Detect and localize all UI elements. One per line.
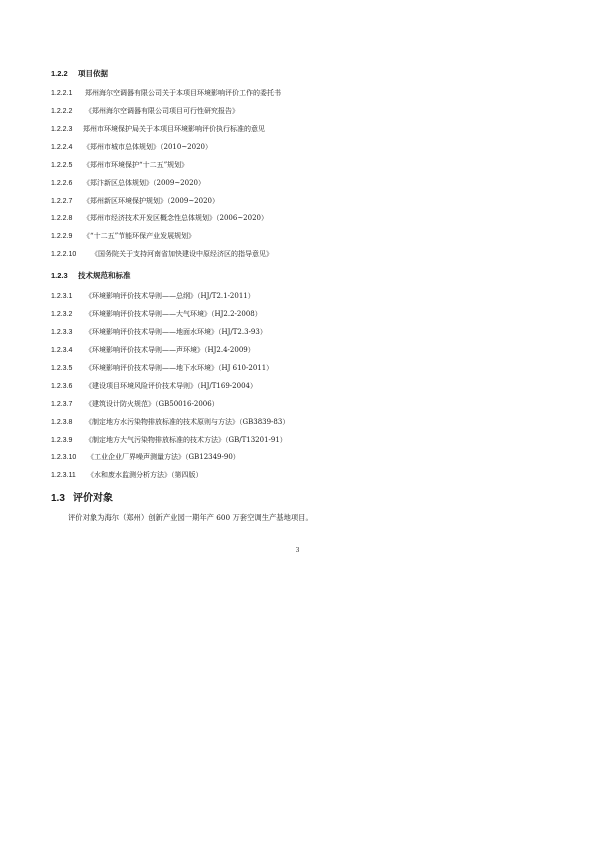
item-number: 1.2.3.6 <box>51 383 73 390</box>
list-item <box>51 452 240 463</box>
item-number: 1.2.2.10 <box>51 251 77 258</box>
item-text: 《制定地方大气污染物排放标准的技术方法》（GB/T13201-91） <box>85 436 287 444</box>
item-number: 1.2.3.3 <box>51 329 73 336</box>
section-number: 1.2.2 <box>51 69 68 78</box>
item-text: 《郑汴新区总体规划》（2009~2020） <box>83 179 205 187</box>
section-heading-1-2-2 <box>51 68 108 79</box>
item-text: 《建筑设计防火规范》（GB50016-2006） <box>85 400 219 408</box>
section-title: 项目依据 <box>78 69 108 78</box>
item-number: 1.2.3.10 <box>51 454 77 461</box>
list-item <box>51 417 289 428</box>
section-heading-1-3 <box>51 489 113 504</box>
item-number: 1.2.2.6 <box>51 180 73 187</box>
list-item <box>51 399 219 410</box>
list-item <box>51 381 257 392</box>
item-text: 《郑州市环境保护“十二五”规划》 <box>83 161 189 169</box>
item-number: 1.2.3.11 <box>51 472 76 479</box>
list-item <box>51 196 219 207</box>
list-item <box>51 124 265 135</box>
list-item <box>51 363 273 374</box>
item-text: 《郑州市城市总体规划》（2010~2020） <box>83 143 212 151</box>
list-item <box>51 249 273 260</box>
item-number: 1.2.2.5 <box>51 162 73 169</box>
list-item <box>51 106 239 117</box>
item-number: 1.2.3.2 <box>51 311 73 318</box>
list-item <box>51 88 281 99</box>
item-text: 郑州市环境保护局关于本项目环境影响评价执行标准的意见 <box>83 125 265 133</box>
item-number: 1.2.3.5 <box>51 365 73 372</box>
item-number: 1.2.3.1 <box>51 293 73 300</box>
item-text: 《环境影响评价技术导则——总纲》（HJ/T2.1-2011） <box>85 292 255 300</box>
page-number: 3 <box>295 546 300 554</box>
section-title: 评价对象 <box>73 493 113 504</box>
body-paragraph: 评价对象为海尔（郑州）创新产业园一期年产 600 万套空调生产基地项目。 <box>68 513 313 522</box>
item-text: 《环境影响评价技术导则——大气环境》（HJ2.2-2008） <box>85 310 262 318</box>
item-number: 1.2.2.8 <box>51 215 73 222</box>
list-item <box>51 327 267 338</box>
list-item <box>51 345 255 356</box>
item-text: 《郑州海尔空调器有限公司项目可行性研究报告》 <box>85 107 239 115</box>
list-item <box>51 142 212 153</box>
list-item <box>51 435 287 446</box>
section-heading-1-2-3 <box>51 270 131 281</box>
item-number: 1.2.3.7 <box>51 401 73 408</box>
section-title: 技术规范和标准 <box>78 271 131 280</box>
list-item <box>51 470 203 481</box>
item-text: 《建设项目环境风险评价技术导则》（HJ/T169-2004） <box>85 382 257 390</box>
item-number: 1.2.2.1 <box>51 90 73 97</box>
item-text: 《环境影响评价技术导则——地面水环境》（HJ/T2.3-93） <box>85 328 267 336</box>
item-text: 《制定地方水污染物排放标准的技术原则与方法》（GB3839-83） <box>85 418 290 426</box>
item-number: 1.2.3.9 <box>51 437 73 444</box>
item-number: 1.2.3.8 <box>51 419 73 426</box>
item-number: 1.2.2.3 <box>51 126 73 133</box>
list-item <box>51 160 188 171</box>
list-item <box>51 309 262 320</box>
item-text: 《郑州市经济技术开发区概念性总体规划》（2006~2020） <box>83 214 268 222</box>
item-number: 1.2.2.7 <box>51 198 73 205</box>
item-text: 郑州海尔空调器有限公司关于本项目环境影响评价工作的委托书 <box>85 89 281 97</box>
item-number: 1.2.2.4 <box>51 144 73 151</box>
item-number: 1.2.2.2 <box>51 108 73 115</box>
item-text: 《环境影响评价技术导则——声环境》（HJ2.4-2009） <box>85 346 255 354</box>
item-number: 1.2.2.9 <box>51 233 73 240</box>
item-text: 《环境影响评价技术导则——地下水环境》（HJ 610-2011） <box>85 364 274 372</box>
item-text: 《国务院关于支持河南省加快建设中原经济区的指导意见》 <box>91 250 273 258</box>
list-item <box>51 213 268 224</box>
section-number: 1.3 <box>51 493 65 504</box>
section-number: 1.2.3 <box>51 271 68 280</box>
item-text: 《水和废水监测分析方法》（第四版） <box>87 471 203 479</box>
list-item <box>51 291 255 302</box>
list-item <box>51 231 195 242</box>
item-text: 《郑州新区环境保护规划》（2009~2020） <box>83 197 219 205</box>
item-text: 《工业企业厂界噪声测量方法》（GB12349-90） <box>87 453 240 461</box>
list-item <box>51 178 205 189</box>
item-text: 《“十二五”节能环保产业发展规划》 <box>83 232 196 240</box>
item-number: 1.2.3.4 <box>51 347 73 354</box>
